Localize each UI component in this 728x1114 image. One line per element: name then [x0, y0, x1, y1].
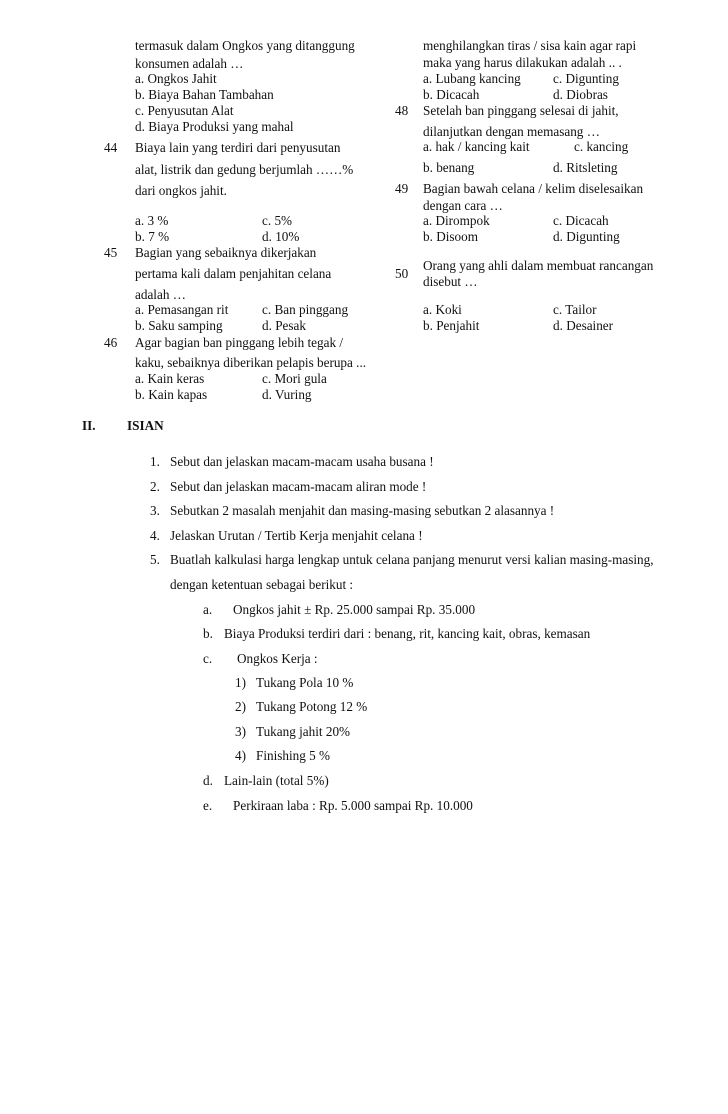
q48-option-d: d. Ritsleting: [553, 160, 618, 175]
q50-option-a: a. Koki: [423, 302, 462, 317]
essay-number-1: 1.: [150, 454, 160, 469]
q49-option-c: c. Dicacah: [553, 213, 609, 228]
worker-item-1: Tukang Pola 10 %: [256, 675, 354, 690]
sub-d-label: d.: [203, 773, 213, 788]
q47-option-d: d. Diobras: [553, 87, 608, 102]
q48-text-line2: dilanjutkan dengan memasang …: [423, 124, 600, 139]
sub-a-text: Ongkos jahit ± Rp. 25.000 sampai Rp. 35.000: [233, 602, 476, 617]
q46-text-line2: kaku, sebaiknya diberikan pelapis berupa ...: [135, 355, 367, 370]
sub-d-text: Lain-lain (total 5%): [224, 773, 329, 788]
essay-question-3: Sebutkan 2 masalah menjahit dan masing-masing sebutkan 2 alasannya !: [170, 503, 555, 518]
q44-text-line2: alat, listrik dan gedung berjumlah ……%: [135, 162, 354, 177]
worker-item-4: Finishing 5 %: [256, 748, 331, 763]
q50-number: 50: [395, 266, 409, 281]
q43-option-a: a. Ongkos Jahit: [135, 71, 217, 86]
sub-c-text: Ongkos Kerja :: [237, 651, 318, 666]
essay-question-4: Jelaskan Urutan / Tertib Kerja menjahit celana !: [170, 528, 423, 543]
q48-number: 48: [395, 103, 409, 118]
q48-option-a: a. hak / kancing kait: [423, 139, 530, 154]
q45-text-line2: pertama kali dalam penjahitan celana: [135, 266, 332, 281]
q46-option-c: c. Mori gula: [262, 371, 327, 386]
q43-option-c: c. Penyusutan Alat: [135, 103, 234, 118]
q43-option-d: d. Biaya Produksi yang mahal: [135, 119, 294, 134]
essay-question-1: Sebut dan jelaskan macam-macam usaha busana !: [170, 454, 434, 469]
q44-option-b: b. 7 %: [135, 229, 170, 244]
q45-option-b: b. Saku samping: [135, 318, 223, 333]
essay-number-2: 2.: [150, 479, 160, 494]
q45-option-c: c. Ban pinggang: [262, 302, 349, 317]
q46-text-line1: Agar bagian ban pinggang lebih tegak /: [135, 335, 344, 350]
q48-text-line1: Setelah ban pinggang selesai di jahit,: [423, 103, 619, 118]
sub-b-text: Biaya Produksi terdiri dari : benang, rit, kancing kait, obras, kemasan: [224, 626, 591, 641]
q44-text-line3: dari ongkos jahit.: [135, 183, 227, 198]
essay-question-5: Buatlah kalkulasi harga lengkap untuk celana panjang menurut versi kalian masing-masing,: [170, 552, 654, 567]
q43-option-b: b. Biaya Bahan Tambahan: [135, 87, 274, 102]
section-title: ISIAN: [127, 418, 164, 433]
q47-option-b: b. Dicacah: [423, 87, 480, 102]
essay-question-2: Sebut dan jelaskan macam-macam aliran mode !: [170, 479, 427, 494]
q50-text-line1: Orang yang ahli dalam membuat rancangan: [423, 258, 654, 273]
sub-b-label: b.: [203, 626, 213, 641]
q49-option-b: b. Disoom: [423, 229, 478, 244]
q44-option-c: c. 5%: [262, 213, 293, 228]
essay-number-5: 5.: [150, 552, 160, 567]
q48-option-b: b. benang: [423, 160, 475, 175]
q44-number: 44: [104, 140, 118, 155]
q50-option-c: c. Tailor: [553, 302, 597, 317]
q46-option-b: b. Kain kapas: [135, 387, 208, 402]
essay-question-5-cont: dengan ketentuan sebagai berikut :: [170, 577, 354, 592]
q45-option-a: a. Pemasangan rit: [135, 302, 229, 317]
q49-number: 49: [395, 181, 409, 196]
q46-option-a: a. Kain keras: [135, 371, 205, 386]
worker-number-3: 3): [235, 724, 246, 739]
essay-number-3: 3.: [150, 503, 160, 518]
q49-text-line2: dengan cara …: [423, 198, 503, 213]
q44-option-d: d. 10%: [262, 229, 300, 244]
q45-number: 45: [104, 245, 118, 260]
q45-text-line3: adalah …: [135, 287, 186, 302]
q43-text-line1: termasuk dalam Ongkos yang ditanggung: [135, 38, 355, 53]
q47-text-line2: maka yang harus dilakukan adalah .. .: [423, 55, 622, 70]
q43-text-line2: konsumen adalah …: [135, 56, 244, 71]
q45-option-d: d. Pesak: [262, 318, 306, 333]
worker-item-3: Tukang jahit 20%: [256, 724, 351, 739]
section-number: II.: [82, 418, 96, 433]
sub-a-label: a.: [203, 602, 213, 617]
q46-number: 46: [104, 335, 118, 350]
sub-e-label: e.: [203, 798, 213, 813]
q49-option-d: d. Digunting: [553, 229, 620, 244]
q44-option-a: a. 3 %: [135, 213, 169, 228]
q48-option-c: c. kancing: [574, 139, 629, 154]
q50-option-b: b. Penjahit: [423, 318, 480, 333]
worker-number-2: 2): [235, 699, 246, 714]
q50-text-line2: disebut …: [423, 274, 478, 289]
essay-number-4: 4.: [150, 528, 160, 543]
q44-text-line1: Biaya lain yang terdiri dari penyusutan: [135, 140, 341, 155]
sub-c-label: c.: [203, 651, 213, 666]
q47-option-a: a. Lubang kancing: [423, 71, 521, 86]
q50-option-d: d. Desainer: [553, 318, 614, 333]
q49-option-a: a. Dirompok: [423, 213, 490, 228]
q47-option-c: c. Digunting: [553, 71, 619, 86]
sub-e-text: Perkiraan laba : Rp. 5.000 sampai Rp. 10.000: [233, 798, 473, 813]
worker-number-1: 1): [235, 675, 246, 690]
q47-text-line1: menghilangkan tiras / sisa kain agar rapi: [423, 38, 637, 53]
worker-number-4: 4): [235, 748, 246, 763]
q46-option-d: d. Vuring: [262, 387, 312, 402]
worker-item-2: Tukang Potong 12 %: [256, 699, 368, 714]
q49-text-line1: Bagian bawah celana / kelim diselesaikan: [423, 181, 644, 196]
q45-text-line1: Bagian yang sebaiknya dikerjakan: [135, 245, 317, 260]
